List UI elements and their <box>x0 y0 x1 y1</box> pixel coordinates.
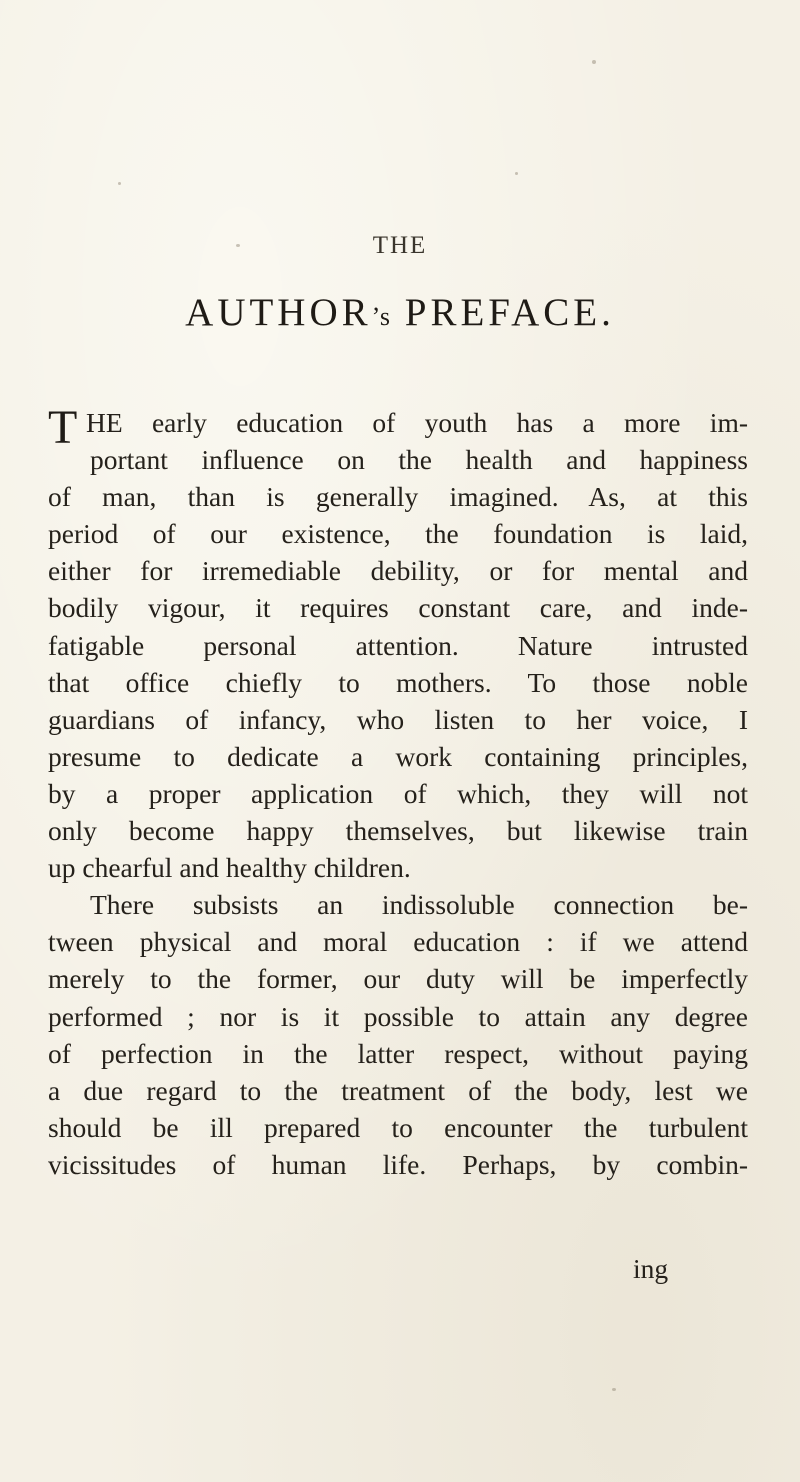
text-line: vicissitudes of human life. Perhaps, by combin- <box>48 1148 748 1180</box>
text-line: period of our existence, the foundation is laid, <box>48 518 748 550</box>
text-line: a due regard to the treatment of the body, lest we <box>48 1074 748 1106</box>
preface-title <box>0 290 800 335</box>
text-line: of man, than is generally imagined. As, at this <box>48 481 748 513</box>
text-line: portant influence on the health and happiness <box>90 444 748 476</box>
text-line: There subsists an indissoluble connection be- <box>90 889 748 921</box>
text-line: merely to the former, our duty will be imperfectly <box>48 963 748 995</box>
paper-speck <box>515 172 518 175</box>
text-line: fatigable personal attention. Nature intrusted <box>48 629 748 661</box>
text-line: performed ; nor is it possible to attain any degree <box>48 1000 748 1032</box>
text-line: only become happy themselves, but likewise train <box>48 815 748 847</box>
text-line: guardians of infancy, who listen to her voice, I <box>48 703 748 735</box>
text-line: HE early education of youth has a more im- <box>86 407 748 438</box>
text-line: either for irremediable debility, or for mental and <box>48 555 748 587</box>
text-line: by a proper application of which, they will not <box>48 777 748 809</box>
text-line: should be ill prepared to encounter the turbulent <box>48 1111 748 1143</box>
title-possessive: ’s <box>371 302 391 331</box>
preface-small-title: THE <box>372 232 428 259</box>
title-main-word: AUTHOR <box>185 291 372 334</box>
drop-cap: T <box>48 401 78 454</box>
paper-speck <box>118 182 121 185</box>
preface-body <box>48 401 748 1183</box>
text-line: tween physical and moral education : if we attend <box>48 926 748 958</box>
text-line: of perfection in the latter respect, without paying <box>48 1037 748 1069</box>
title-end-word: PREFACE. <box>404 291 615 334</box>
text-line: up chearful and healthy children. <box>48 852 411 884</box>
paper-speck <box>592 60 596 64</box>
paper-speck <box>612 1388 616 1391</box>
text-line: that office chiefly to mothers. To those noble <box>48 666 748 698</box>
catchword: ing <box>633 1253 669 1284</box>
text-line: bodily vigour, it requires constant care, and inde- <box>48 592 748 624</box>
text-line: presume to dedicate a work containing principles, <box>48 740 748 772</box>
